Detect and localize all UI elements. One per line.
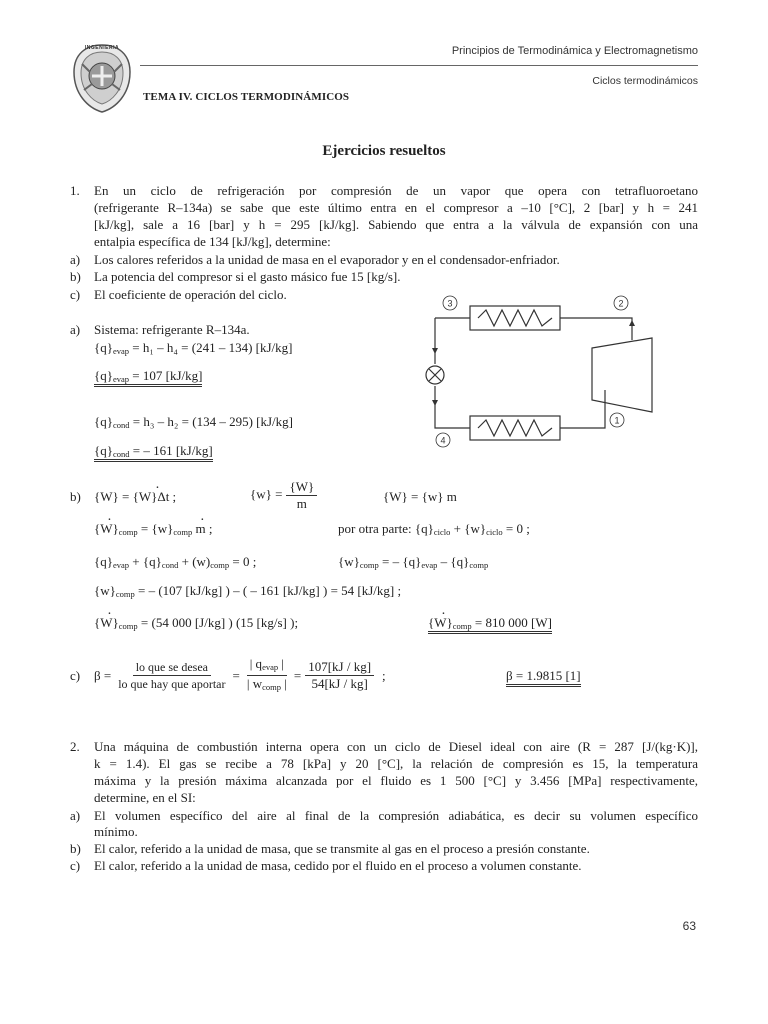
problem-2-line: Una máquina de combustión interna opera con un ciclo de Diesel ideal con aire (R = 287 [J/(kg·K)],: [94, 739, 698, 754]
work-mass-relation: {W} = {w} m: [383, 489, 457, 504]
item-c-text: El coeficiente de operación del ciclo.: [94, 287, 287, 302]
header-rule: [140, 65, 698, 66]
q-cond-equation: $\{q\}_{cond} = h_3 - h_2 = (134 - 295)$ [kJ/kg]: [94, 414, 293, 430]
page-title: Ejercicios resueltos: [322, 143, 446, 159]
cop-equation: β = $\frac{\text{lo que se desea}}{\text{lo que hay que aportar}}$ = $\frac{| q_{evap} |}{| w_{comp} |}$ = $\frac{107[kJ / kg]}{54[kJ / kg]}$ ;: [94, 655, 386, 692]
node-label-2: 2: [618, 298, 624, 309]
solution-a-label: a): [70, 322, 81, 337]
problem-2-line: determine, en el SI:: [94, 790, 196, 805]
p2-item-b-label: b): [70, 841, 81, 856]
tema-title: TEMA IV. CICLOS TERMODINÁMICOS: [143, 91, 350, 103]
node-label-1: 1: [614, 415, 620, 426]
energy-balance-equation: $\{q\}_{evap} + \{q\}_{cond} + (w)_{comp} = 0$ ;: [94, 554, 257, 570]
item-a-label: a): [70, 252, 81, 267]
problem-2-number: 2.: [70, 739, 80, 754]
seal-icon: [70, 42, 134, 114]
node-label-4: 4: [440, 435, 446, 446]
section-title: Ciclos termodinámicos: [592, 75, 698, 87]
q-evap-equation: $\{q\}_{evap} = h_1 - h_4 = (241 - 134)$ [kJ/kg]: [94, 340, 293, 356]
compressor-work-equation: $\{w\}_{comp}$ = – $\{q\}_{evap} - \{q\}_{comp}$: [338, 554, 489, 570]
item-a-text: Los calores referidos a la unidad de masa en el evaporador y en el condensador-enfriador.: [94, 252, 560, 267]
refrigeration-cycle-diagram: [420, 290, 670, 460]
q-cond-result: $\{q\}_{cond}$ = – 161 [kJ/kg]: [94, 442, 213, 463]
problem-1-line: entalpia específica de 134 [kJ/kg], determine:: [94, 234, 331, 249]
p2-item-a-text-cont: mínimo.: [94, 824, 138, 839]
cop-result: β = 1.9815 [1]: [506, 667, 581, 684]
unam-engineering-logo: [70, 42, 134, 114]
p2-item-a-label: a): [70, 808, 81, 823]
problem-1-line: (refrigerante R–134a) se sabe que este último entra en el compresor a –10 [°C], 2 [bar] y h = 241: [94, 200, 698, 215]
p2-item-b-text: El calor, referido a la unidad de masa, que se transmite al gas en el proceso a presión constante.: [94, 841, 590, 856]
compressor-power-relation: {· $W\}_{comp} = \{w\}_{comp}\cdot m$ ;: [94, 520, 212, 541]
q-evap-result: $\{q\}_{evap} = 107$ [kJ/kg]: [94, 367, 202, 388]
logo-text: INGENIERIA: [84, 45, 120, 51]
p2-item-c-label: c): [70, 858, 81, 873]
compressor-work-result: $\{w\}_{comp}$ = – (107 [kJ/kg] ) – ( – 161 [kJ/kg] ) = 54 [kJ/kg] ;: [94, 583, 402, 599]
solution-b-label: b): [70, 489, 81, 504]
item-b-text: La potencia del compresor si el gasto másico fue 15 [kg/s].: [94, 269, 401, 284]
item-c-label: c): [70, 287, 81, 302]
node-label-3: 3: [447, 298, 453, 309]
p2-item-c-text: El calor, referido a la unidad de masa, cedido por el fluido en el proceso a volumen constante.: [94, 858, 582, 873]
problem-2-line: máxima y la presión máxima alcanzada por el fluido es 1 500 [°C] y 3.456 [MPa] respectivamente,: [94, 773, 698, 788]
problem-1-line: [kJ/kg], sale a 16 [bar] y h = 295 [kJ/kg]. Sabiendo que entra a la válvula de expansión con una: [94, 217, 698, 232]
solution-a-system: Sistema: refrigerante R–134a.: [94, 322, 250, 337]
course-title: Principios de Termodinámica y Electromagnetismo: [451, 45, 698, 57]
problem-1-line: En un ciclo de refrigeración por compresión de un vapor que opera con tetrafluoroetano: [94, 183, 698, 198]
work-time-relation: {W} = {· W}Δt ;: [94, 488, 176, 505]
compressor-power-calculation: {· $W\}_{comp} = (54$ 000 [J/kg] ) (15 [kg/s] );: [94, 614, 298, 635]
compressor-power-result: {· $W\}_{comp} = 810$ 000 [W]: [428, 614, 552, 635]
solution-c-label: c): [70, 668, 81, 683]
item-b-label: b): [70, 269, 81, 284]
cycle-balance-relation: por otra parte: $\{q\}_{ciclo} + \{w\}_{ciclo} = 0$ ;: [338, 521, 530, 537]
page-number: 63: [682, 919, 696, 933]
problem-1-number: 1.: [70, 183, 80, 198]
problem-2-line: k = 1.4). El gas se recibe a 78 [kPa] y 20 [°C], la relación de compresión es 15, la temperatura: [94, 756, 698, 771]
p2-item-a-text: El volumen específico del aire al final de la compresión adiabática, es decir su volumen específico: [94, 808, 698, 823]
specific-work-fraction: {w} = $\frac{\{W\}}{m}$: [250, 479, 321, 512]
